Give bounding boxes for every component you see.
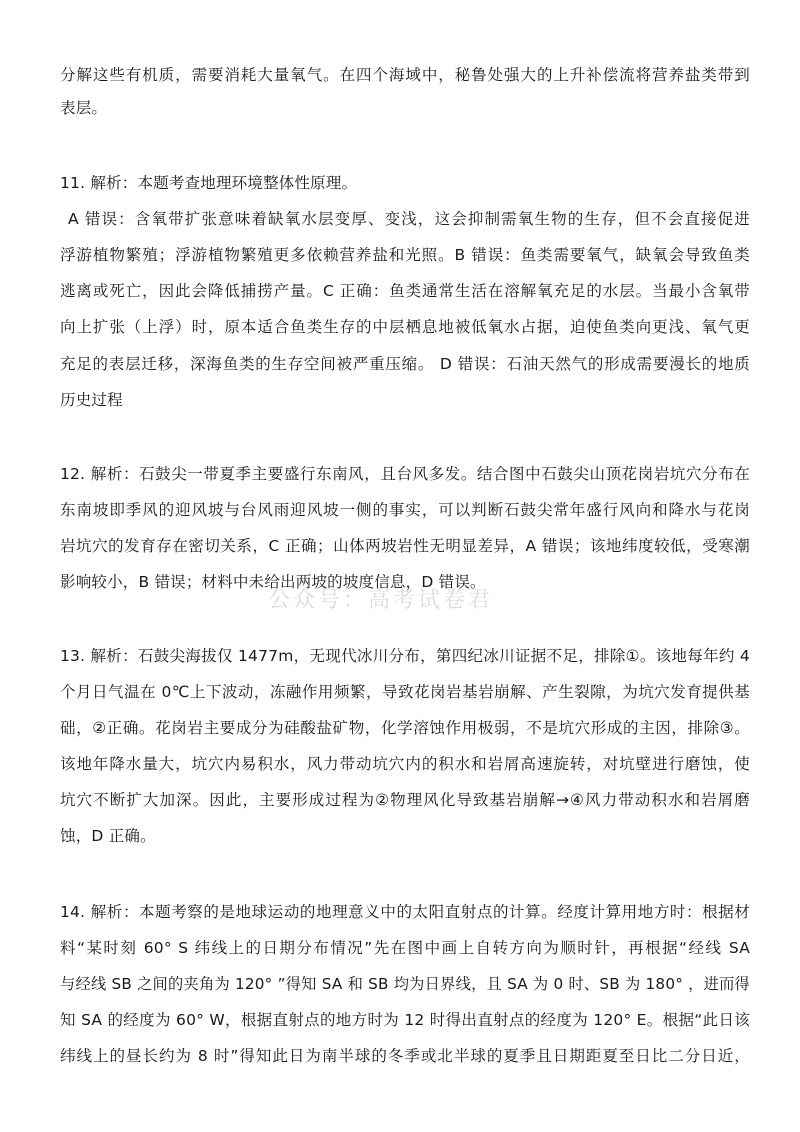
q13-line-6: 蚀，D 正确。 [60,827,156,845]
q11-line-1: A 错误：含氧带扩张意味着缺氧水层变厚、变浅，这会抑制需氧生物的生存，但不会直接促进 [68,210,750,228]
q13-line-2: 个月日气温在 0℃上下波动，冻融作用频繁，导致花岗岩基岩崩解、产生裂隙，为坑穴发育提供基 [60,683,750,701]
q11-line-3: 逃离或死亡，因此会降低捕捞产量。C 正确：鱼类通常生活在溶解氧充足的水层。当最小含氧带 [60,282,750,300]
watermark-text: 公众号：高考试卷君 [268,588,494,613]
q14-line-4: 知 SA 的经度为 60° W，根据直射点的地方时为 12 时得出直射点的经度为 120° E。根据“此日该 [60,1011,750,1029]
q14-line-3: 与经线 SB 之间的夹角为 120° ”得知 SA 和 SB 均为日界线，且 SA 为 0 时、SB 为 180° ，进而得 [60,975,750,993]
intro-line-2: 表层。 [60,99,108,117]
q14-line-5: 纬线上的昼长约为 8 时”得知此日为南半球的冬季或北半球的夏季且日期距夏至日比二分日近， [60,1047,750,1065]
q11-heading: 11. 解析：本题考查地理环境整体性原理。 [60,174,358,192]
q12-line-4: 影响较小，B 错误；材料中未给出两坡的坡度信息，D 错误。 [60,573,486,591]
q13-line-5: 坑穴不断扩大加深。因此，主要形成过程为②物理风化导致基岩崩解→④风力带动积水和岩屑磨 [60,791,750,809]
q12-line-2: 东南坡即季风的迎风坡与台风雨迎风坡一侧的事实，可以判断石鼓尖常年盛行风向和降水与花岗 [60,501,750,519]
q14-line-1: 14. 解析：本题考察的是地球运动的地理意义中的太阳直射点的计算。经度计算用地方时：根据材 [60,903,750,921]
q11-line-2: 浮游植物繁殖；浮游植物繁殖更多依赖营养盐和光照。B 错误：鱼类需要氧气，缺氧会导致鱼类 [60,246,750,264]
q13-line-3: 础，②正确。花岗岩主要成分为硅酸盐矿物，化学溶蚀作用极弱，不是坑穴形成的主因，排除③。 [60,719,750,737]
intro-line-1: 分解这些有机质，需要消耗大量氧气。在四个海域中，秘鲁处强大的上升补偿流将营养盐类带到 [60,66,750,84]
q13-line-1: 13. 解析：石鼓尖海拔仅 1477m，无现代冰川分布，第四纪冰川证据不足，排除①。该地每年约 4 [60,647,750,665]
q11-line-5: 充足的表层迁移，深海鱼类的生存空间被严重压缩。 D 错误：石油天然气的形成需要漫长的地质 [60,355,750,373]
q12-line-3: 岩坑穴的发育存在密切关系，C 正确；山体两坡岩性无明显差异，A 错误；该地纬度较低，受寒潮 [60,537,750,555]
q11-line-4: 向上扩张（上浮）时，原本适合鱼类生存的中层栖息地被低氧水占据，迫使鱼类向更浅、氧气更 [60,318,750,336]
q13-line-4: 该地年降水量大，坑穴内易积水，风力带动坑穴内的积水和岩屑高速旋转，对坑壁进行磨蚀，使 [60,755,750,773]
q11-line-6: 历史过程 [60,391,123,409]
q14-line-2: 料“某时刻 60° S 纬线上的日期分布情况”先在图中画上自转方向为顺时针，再根据“经线 SA [60,939,750,957]
q12-line-1: 12. 解析：石鼓尖一带夏季主要盛行东南风，且台风多发。结合图中石鼓尖山顶花岗岩坑穴分布在 [60,465,750,483]
